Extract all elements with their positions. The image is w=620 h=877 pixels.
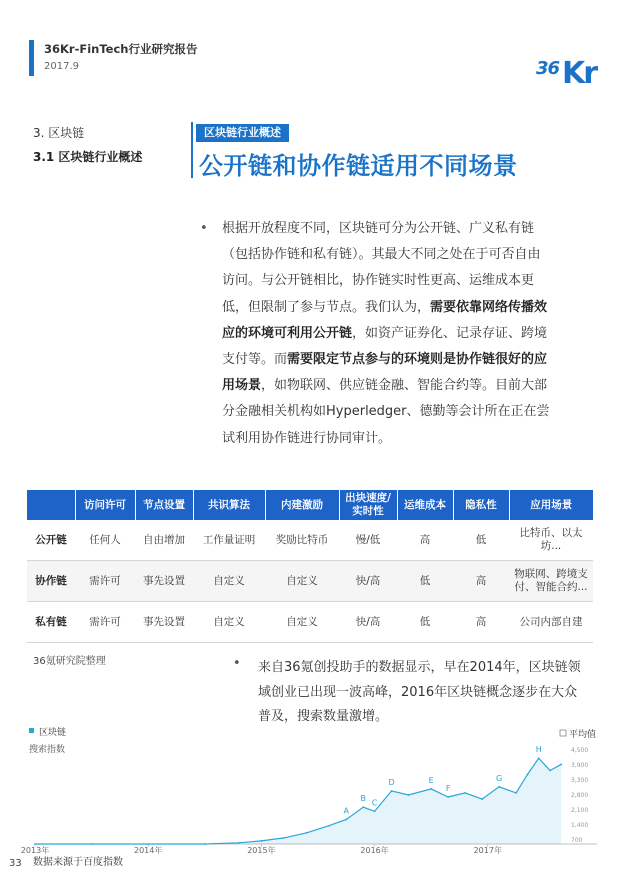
table-header-cell: 内建激励 (265, 490, 339, 520)
y-tick-label: 3,900 (571, 762, 589, 769)
table-row-header: 公开链 (27, 520, 75, 561)
table-cell: 公司内部自建 (509, 602, 593, 643)
y-tick-label: 700 (571, 837, 583, 844)
logo-text: Kr (562, 56, 597, 91)
data-point (464, 792, 466, 794)
table-row (27, 602, 593, 643)
page-title: 公开链和协作链适用不同场景 (199, 152, 518, 180)
table-cell: 自定义 (193, 561, 265, 602)
y-axis-label: 搜索指数 (29, 745, 66, 755)
table-header-cell: 隐私性 (453, 490, 509, 520)
data-point (408, 794, 410, 796)
bullet-marker: • (200, 221, 208, 236)
table-cell: 低 (453, 520, 509, 561)
event-marker: B (360, 794, 367, 804)
data-point (391, 790, 393, 792)
x-tick-label: 2017年 (473, 846, 502, 855)
title-divider (191, 122, 193, 178)
legend-swatch (29, 728, 34, 733)
table-cell: 工作量证明 (193, 520, 265, 561)
table-cell: 需许可 (75, 561, 135, 602)
table-cell: 任何人 (75, 520, 135, 561)
event-marker: H (535, 745, 542, 755)
x-tick-label: 2013年 (20, 846, 50, 855)
x-tick-label: 2015年 (247, 846, 276, 855)
search-index-chart (20, 726, 602, 856)
table-cell: 奖励比特币 (265, 520, 339, 561)
event-marker: G (495, 773, 503, 783)
para-bold: 需要限定节点参与的环境则是协作链很好的应用场景 (222, 352, 548, 394)
data-point (306, 832, 308, 834)
intro-paragraph (222, 216, 552, 452)
trend-paragraph: 来自36氪创投助手的数据显示，早在2014年，区块链领域创业已出现一波高峰，2016年区块链概念逐步在大众普及，搜索数量激增。 (258, 660, 581, 724)
table-cell: 事先设置 (135, 602, 193, 643)
table-header-cell: 出块速度/实时性 (339, 490, 397, 520)
table-cell: 自由增加 (135, 520, 193, 561)
brand-logo (536, 52, 606, 92)
y-tick-label: 2,100 (571, 807, 589, 814)
table-header-cell (27, 490, 75, 520)
y-tick-label: 4,500 (571, 747, 589, 754)
data-point (260, 840, 262, 842)
y-tick-label: 2,800 (571, 792, 589, 799)
data-point (538, 757, 540, 759)
table-row (27, 561, 593, 602)
series-area (35, 758, 561, 844)
table-cell: 低 (397, 561, 453, 602)
data-point (328, 825, 330, 827)
para-text: ，如资产证券化、记录存证、跨境支付等。而 (222, 325, 548, 368)
data-point (374, 810, 376, 812)
data-point (147, 843, 149, 845)
data-point (238, 842, 240, 844)
report-date: 2017.9 (44, 61, 79, 72)
table-header-row (27, 490, 593, 520)
data-point (560, 763, 562, 765)
data-point (34, 843, 36, 845)
report-title: 36Kr-FinTech行业研究报告 (44, 42, 198, 56)
table-row-header: 协作链 (27, 561, 75, 602)
page-number: 33 (9, 858, 22, 869)
comparison-table (27, 490, 593, 643)
table-header-cell: 共识算法 (193, 490, 265, 520)
table-header-cell: 运维成本 (397, 490, 453, 520)
table-row-header: 私有链 (27, 602, 75, 643)
event-marker: C (371, 798, 378, 808)
table-row (27, 520, 593, 561)
table-cell: 快/高 (339, 561, 397, 602)
data-point (515, 792, 517, 794)
right-legend-label: 平均值 (569, 730, 597, 740)
event-marker: D (388, 777, 395, 787)
data-point (526, 774, 528, 776)
y-tick-label: 1,400 (571, 822, 589, 829)
data-point (549, 770, 551, 772)
table-cell: 高 (397, 520, 453, 561)
data-point (430, 788, 432, 790)
table-header-cell: 访问许可 (75, 490, 135, 520)
table-cell: 高 (453, 561, 509, 602)
data-point (498, 786, 500, 788)
data-point (481, 798, 483, 800)
table-cell: 低 (397, 602, 453, 643)
table-cell: 比特币、以太坊... (509, 520, 593, 561)
table-cell: 自定义 (265, 561, 339, 602)
chart-source-note: 数据来源于百度指数 (33, 857, 123, 868)
table-cell: 慢/低 (339, 520, 397, 561)
legend-label: 区块链 (39, 728, 67, 738)
event-marker: A (343, 806, 350, 816)
section-tag: 区块链行业概述 (196, 124, 289, 142)
section-number: 3. 区块链 (33, 126, 85, 140)
table-header-cell: 应用场景 (509, 490, 593, 520)
header-accent-bar (29, 40, 34, 76)
data-point (91, 843, 93, 845)
right-legend-swatch (560, 730, 566, 736)
table-cell: 高 (453, 602, 509, 643)
data-point (283, 837, 285, 839)
event-marker: E (428, 775, 434, 785)
table-header-cell: 节点设置 (135, 490, 193, 520)
table-cell: 快/高 (339, 602, 397, 643)
data-point (447, 796, 449, 798)
x-tick-label: 2014年 (134, 846, 163, 855)
x-tick-label: 2016年 (360, 846, 389, 855)
y-tick-label: 3,300 (571, 777, 589, 784)
data-point (362, 806, 364, 808)
bullet-marker: • (233, 656, 241, 671)
table-cell: 物联网、跨境支付、智能合约... (509, 561, 593, 602)
table-cell: 自定义 (193, 602, 265, 643)
para-text: ，如物联网、供应链金融、智能合约等。目前大部分金融相关机构如Hyperledger、德勤等会计所在正在尝试利用协作链进行协同审计。 (222, 378, 550, 446)
table-source-note: 36氪研究院整理 (33, 656, 106, 667)
section-subtitle: 3.1 区块链行业概述 (33, 150, 143, 164)
data-point (204, 843, 206, 845)
event-marker: F (445, 784, 451, 794)
logo-number: 36 (536, 58, 560, 79)
table-cell: 自定义 (265, 602, 339, 643)
table-cell: 需许可 (75, 602, 135, 643)
table-cell: 事先设置 (135, 561, 193, 602)
para-text: 根据开放程度不同，区块链可分为公开链、广义私有链（包括协作链和私有链）。其最大不同之处在于可否自由访问。与公开链相比，协作链实时性更高、运维成本更低，但限制了参与节点。我们认为， (222, 221, 541, 315)
para-bold: 需要依靠网络传播效应的环境可利用公开链 (222, 299, 548, 341)
data-point (345, 819, 347, 821)
